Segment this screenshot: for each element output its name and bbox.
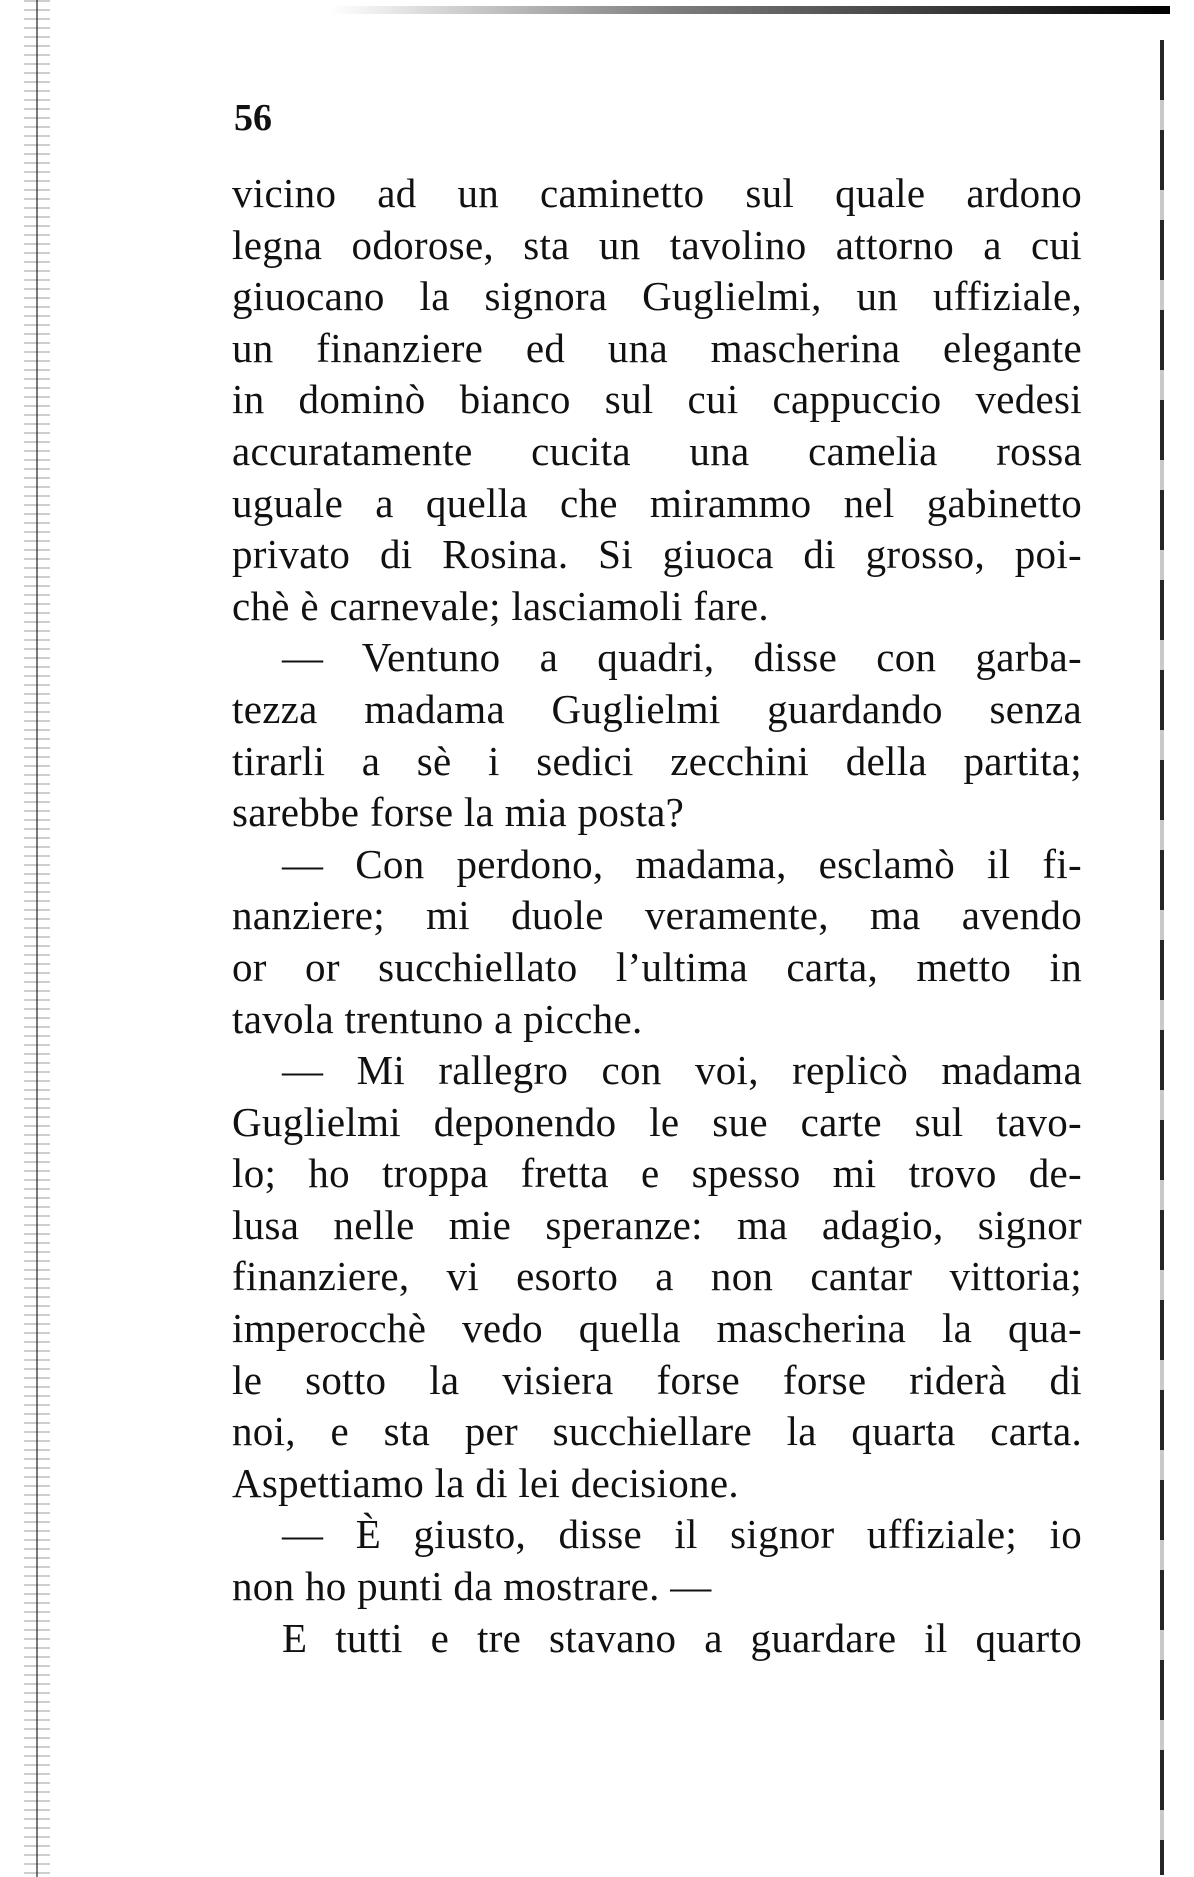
text-line: in dominò bianco sul cui cappuccio vedesi [232, 376, 1082, 423]
text-line: — Mi rallegro con voi, replicò madama [282, 1047, 1082, 1094]
text-line: non ho punti da mostrare. — [232, 1563, 712, 1610]
text-line: nanziere; mi duole veramente, ma avendo [232, 892, 1082, 939]
text-line: — Ventuno a quadri, disse con garba- [282, 634, 1082, 681]
page-number: 56 [234, 97, 272, 139]
text-line: — È giusto, disse il signor uffiziale; io [282, 1511, 1082, 1558]
text-line: sarebbe forse la mia posta? [232, 789, 685, 836]
text-line: Guglielmi deponendo le sue carte sul tavo- [232, 1098, 1082, 1145]
text-line: — Con perdono, madama, esclamò il fi- [282, 840, 1082, 887]
body-text [232, 168, 1082, 1664]
text-line: imperocchè vedo quella mascherina la qua- [232, 1305, 1082, 1352]
text-line: le sotto la visiera forse forse riderà di [232, 1356, 1082, 1403]
scan-edge-top [330, 6, 1170, 14]
text-line: chè è carnevale; lasciamoli fare. [232, 582, 769, 629]
text-line: Aspettiamo la di lei decisione. [232, 1459, 739, 1506]
text-line: lo; ho troppa fretta e spesso mi trovo de- [232, 1150, 1082, 1197]
text-line: E tutti e tre stavano a guardare il quarto [282, 1614, 1082, 1661]
text-line: lusa nelle mie speranze: ma adagio, signor [232, 1201, 1082, 1248]
scan-edge-right [1160, 40, 1164, 1875]
text-line: uguale a quella che mirammo nel gabinetto [232, 479, 1082, 526]
text-line: privato di Rosina. Si giuoca di grosso, poi- [232, 531, 1082, 578]
text-line: giuocano la signora Guglielmi, un uffiziale, [232, 273, 1082, 320]
text-line: noi, e sta per succhiellare la quarta carta. [232, 1408, 1082, 1455]
scan-edge-line [36, 0, 38, 1877]
text-line: tezza madama Guglielmi guardando senza [232, 685, 1082, 732]
text-line: finanziere, vi esorto a non cantar vittoria; [232, 1253, 1082, 1300]
text-line: un finanziere ed una mascherina elegante [232, 324, 1082, 371]
text-line: or or succhiellato l’ultima carta, metto in [232, 943, 1082, 990]
text-line: vicino ad un caminetto sul quale ardono [232, 170, 1082, 216]
text-line: accuratamente cucita una camelia rossa [232, 427, 1082, 474]
text-line: tirarli a sè i sedici zecchini della partita; [232, 737, 1082, 784]
text-line: tavola trentuno a picche. [232, 995, 643, 1042]
text-line: legna odorose, sta un tavolino attorno a cui [232, 221, 1082, 268]
